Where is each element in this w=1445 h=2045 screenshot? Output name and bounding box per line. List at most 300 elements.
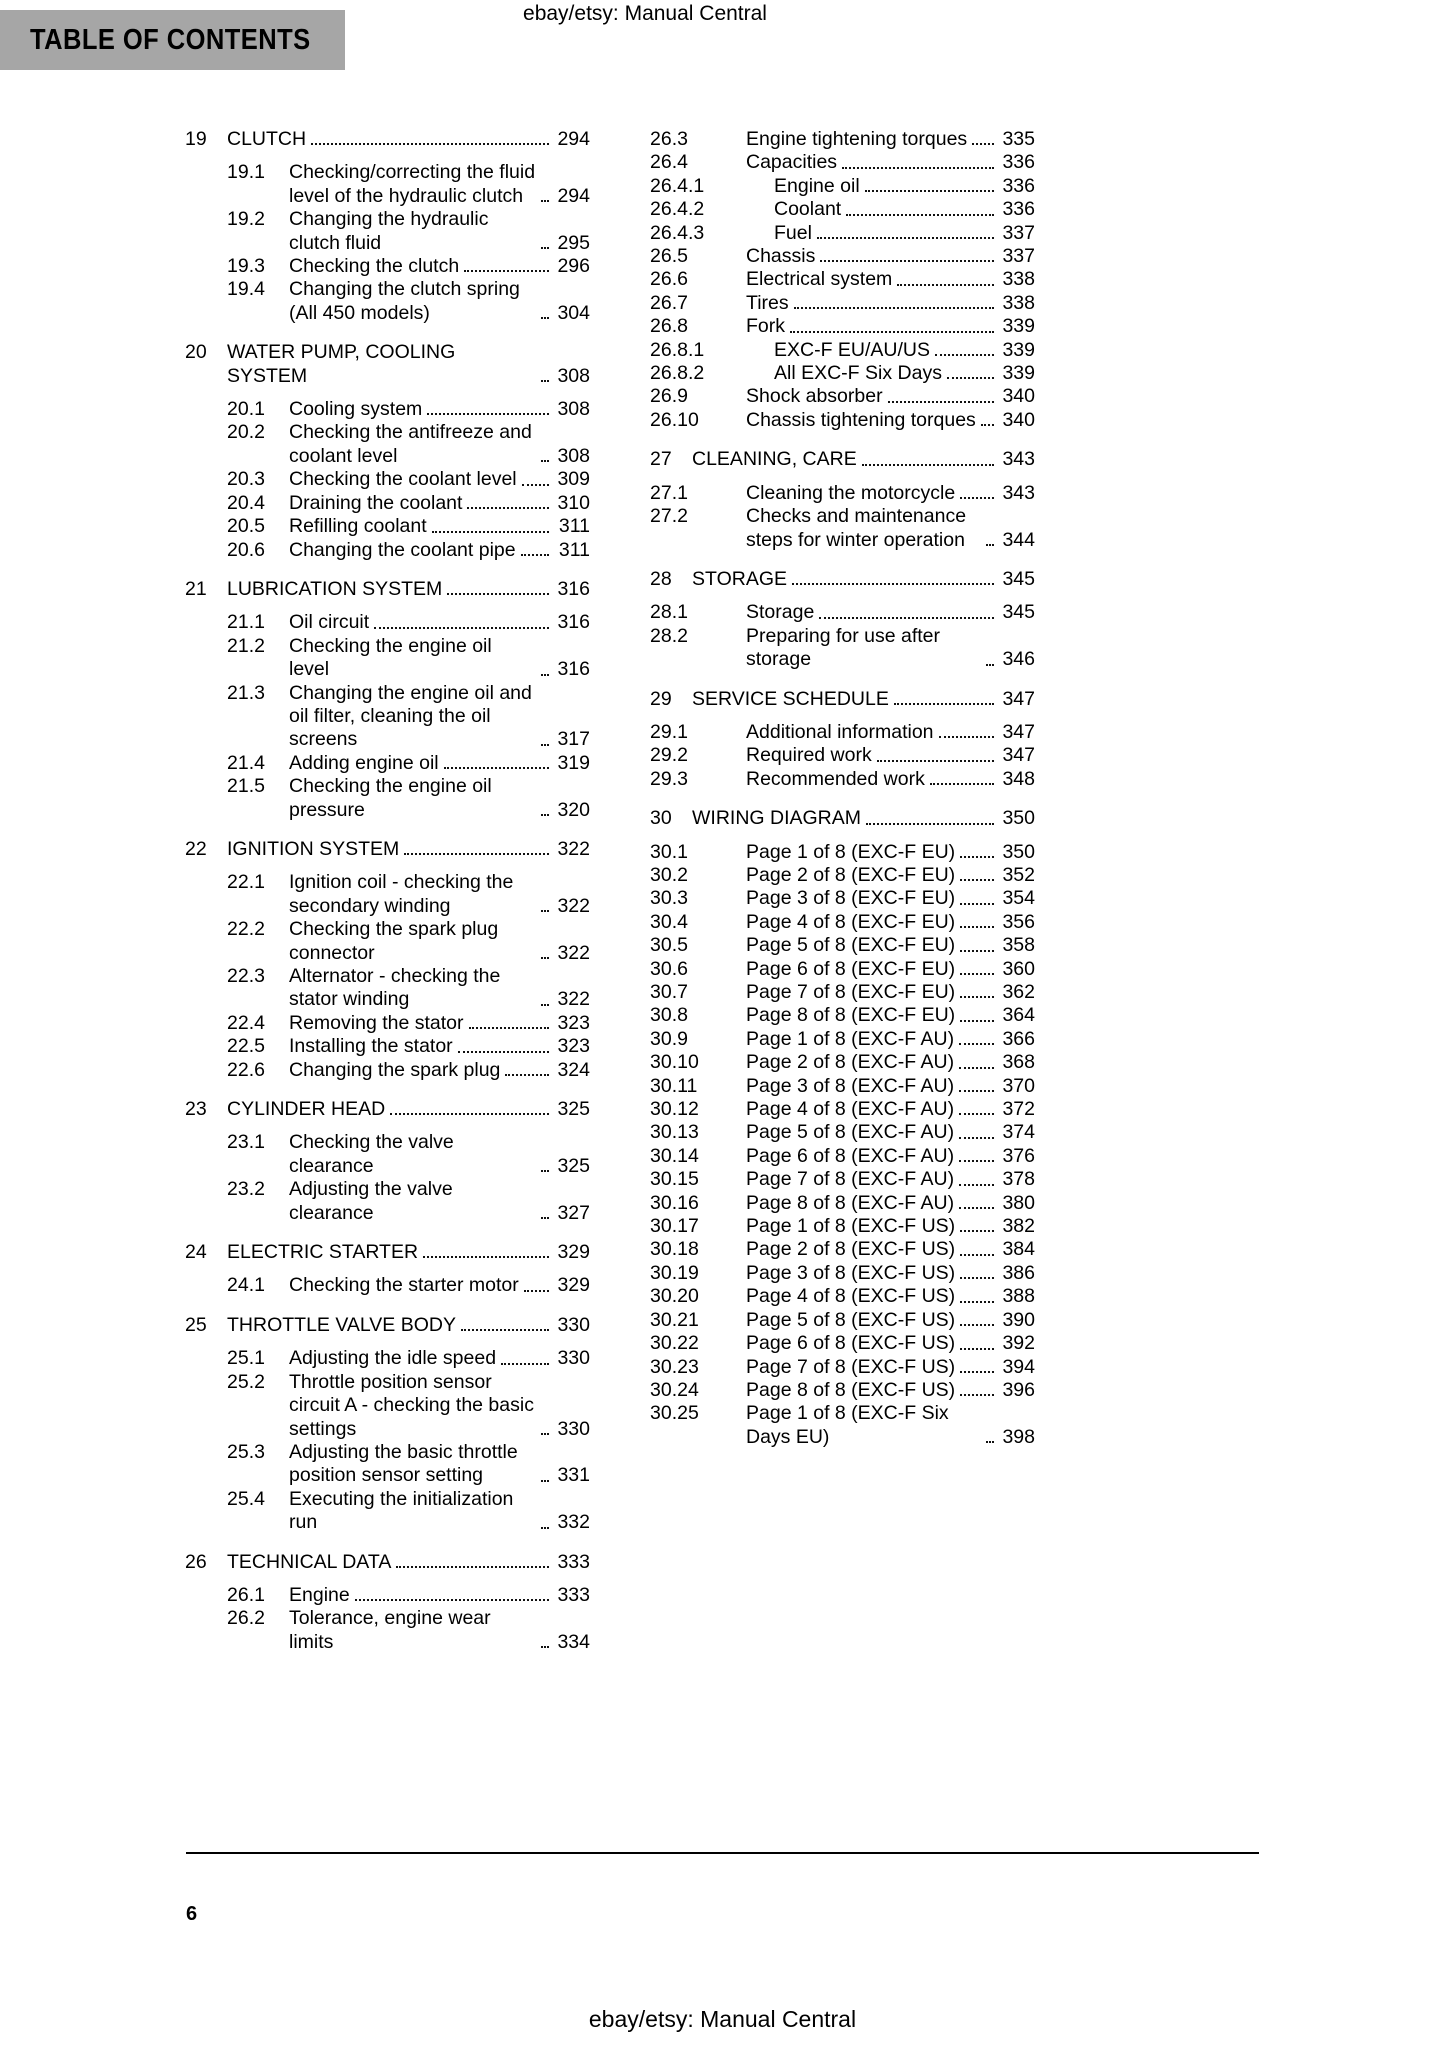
toc-section-entry[interactable]	[185, 1131, 590, 1178]
toc-chapter-entry[interactable]	[650, 688, 1035, 711]
toc-leader-dots	[960, 903, 994, 905]
toc-section-entry[interactable]	[650, 721, 1035, 744]
toc-leader-dots	[960, 879, 994, 881]
page-header-band	[0, 10, 345, 70]
toc-entry-number: 26.10	[650, 408, 699, 431]
toc-entry-number: 30.14	[650, 1144, 699, 1167]
toc-entry-number: 26.4	[650, 151, 688, 174]
toc-entry-body	[227, 1551, 590, 1574]
toc-page-number: 329	[557, 1241, 590, 1264]
toc-entry-number: 25	[185, 1313, 207, 1336]
toc-entry-number: 29.2	[650, 744, 688, 767]
toc-chapter-entry[interactable]	[185, 128, 590, 151]
toc-entry-number: 30.3	[650, 887, 688, 910]
toc-section-entry[interactable]	[650, 1402, 1035, 1449]
toc-page-number: 310	[557, 491, 590, 514]
toc-page-number: 296	[557, 255, 590, 278]
toc-chapter-entry[interactable]	[185, 578, 590, 601]
toc-entry-number: 30.7	[650, 981, 688, 1003]
toc-entry-number: 26.8.2	[650, 362, 705, 385]
toc-leader-dots	[427, 413, 549, 415]
toc-entry-body	[746, 887, 1035, 910]
toc-section-entry[interactable]	[650, 1075, 1035, 1098]
toc-leader-dots	[541, 814, 549, 816]
toc-section-entry[interactable]	[650, 911, 1035, 934]
toc-section-entry[interactable]	[185, 161, 590, 208]
toc-section-entry[interactable]	[650, 958, 1035, 981]
toc-entry-body	[227, 838, 590, 861]
toc-leader-dots	[959, 1137, 994, 1139]
toc-section-entry[interactable]	[185, 278, 590, 325]
toc-section-entry[interactable]	[650, 1051, 1035, 1074]
toc-page-number: 398	[1002, 1425, 1035, 1448]
toc-entry-body	[289, 1059, 590, 1082]
toc-entry-label: Page 4 of 8 (EXC-F AU)	[746, 1098, 955, 1121]
toc-entry-body	[289, 1035, 590, 1058]
toc-entry-body	[746, 385, 1035, 408]
toc-leader-dots	[792, 583, 994, 585]
toc-entry-number: 30.25	[650, 1402, 699, 1425]
toc-section-entry[interactable]	[185, 398, 590, 421]
toc-chapter-entry[interactable]	[185, 1551, 590, 1574]
toc-leader-dots	[930, 783, 994, 785]
toc-entry-body	[746, 721, 1035, 744]
toc-leader-dots	[447, 593, 549, 595]
toc-page-number: 382	[1002, 1215, 1035, 1238]
toc-section-entry[interactable]	[185, 1274, 590, 1297]
toc-section-entry[interactable]	[650, 128, 1035, 151]
toc-page-number: 374	[1002, 1121, 1035, 1144]
toc-section-entry[interactable]	[185, 1347, 590, 1370]
toc-page-number: 319	[557, 751, 590, 774]
toc-leader-dots	[541, 317, 549, 319]
toc-section-entry[interactable]	[185, 1584, 590, 1607]
toc-section-entry[interactable]	[650, 981, 1035, 1004]
toc-entry-label: CLEANING, CARE	[692, 448, 857, 471]
toc-entry-body	[227, 1098, 590, 1121]
toc-entry-body	[289, 515, 590, 538]
toc-section-entry[interactable]	[650, 175, 1035, 198]
toc-leader-dots	[819, 617, 994, 619]
toc-entry-number: 26.7	[650, 291, 688, 314]
toc-entry-label: Page 6 of 8 (EXC-F AU)	[746, 1144, 955, 1167]
toc-leader-dots	[541, 380, 549, 382]
toc-section-entry[interactable]	[650, 1215, 1035, 1238]
toc-entry-body	[746, 911, 1035, 934]
toc-leader-dots	[959, 1207, 994, 1209]
toc-section-entry[interactable]	[185, 871, 590, 918]
toc-entry-number: 20.2	[227, 421, 265, 444]
toc-section-entry[interactable]	[650, 409, 1035, 432]
toc-leader-dots	[541, 674, 549, 676]
toc-entry-body	[746, 362, 1035, 385]
toc-entry-body	[746, 151, 1035, 174]
toc-page-number: 396	[1002, 1378, 1035, 1401]
toc-entry-number: 23	[185, 1098, 207, 1121]
toc-entry-label: Executing the initialization run	[289, 1487, 514, 1534]
toc-section-entry[interactable]	[650, 887, 1035, 910]
toc-page-number: 308	[557, 444, 590, 467]
toc-entry-body	[746, 1121, 1035, 1144]
toc-entry-body	[289, 1131, 590, 1178]
toc-page-number: 320	[557, 798, 590, 821]
toc-page-number: 316	[557, 577, 590, 600]
toc-leader-dots	[842, 167, 994, 169]
toc-entry-label: Page 7 of 8 (EXC-F AU)	[746, 1168, 955, 1191]
toc-section-entry[interactable]	[185, 611, 590, 634]
toc-section-entry[interactable]	[185, 1371, 590, 1441]
toc-section-entry[interactable]	[650, 768, 1035, 791]
toc-section-entry[interactable]	[650, 744, 1035, 767]
toc-entry-number: 24.1	[227, 1274, 265, 1297]
toc-section-entry[interactable]	[185, 421, 590, 468]
toc-section-entry[interactable]	[650, 1309, 1035, 1332]
toc-section-entry[interactable]	[185, 682, 590, 752]
toc-entry-label: Removing the stator	[289, 1011, 464, 1034]
toc-entry-label: Page 4 of 8 (EXC-F EU)	[746, 910, 956, 933]
toc-page-number: 311	[558, 515, 590, 538]
toc-entry-label: All EXC-F Six Days	[774, 362, 942, 385]
toc-section-entry[interactable]	[185, 775, 590, 822]
toc-section-entry[interactable]	[650, 1356, 1035, 1379]
toc-section-entry[interactable]	[185, 208, 590, 255]
toc-leader-dots	[505, 1074, 549, 1076]
toc-section-entry[interactable]	[185, 965, 590, 1012]
toc-column-right	[650, 128, 1035, 1654]
toc-section-entry[interactable]	[650, 198, 1035, 221]
toc-entry-body	[746, 1168, 1035, 1191]
toc-entry-number: 22.2	[227, 918, 265, 941]
toc-entry-body	[289, 775, 590, 822]
toc-page-number: 350	[1002, 840, 1035, 863]
toc-entry-body	[746, 1285, 1035, 1308]
toc-entry-label: Oil circuit	[289, 611, 370, 634]
toc-section-entry[interactable]	[650, 1379, 1035, 1402]
toc-entry-label: Page 1 of 8 (EXC-F Six Days EU)	[746, 1402, 949, 1448]
toc-section-entry[interactable]	[650, 601, 1035, 624]
toc-section-entry[interactable]	[650, 151, 1035, 174]
toc-entry-number: 29	[650, 687, 672, 710]
toc-entry-label: Alternator - checking the stator winding	[289, 965, 501, 1011]
toc-entry-label: Checking the valve clearance	[289, 1131, 454, 1177]
toc-section-entry[interactable]	[185, 918, 590, 965]
toc-entry-label: Page 5 of 8 (EXC-F EU)	[746, 934, 956, 957]
toc-entry-body	[289, 1607, 590, 1654]
toc-page-number: 347	[1002, 720, 1035, 743]
toc-leader-dots	[541, 200, 549, 202]
toc-entry-number: 30.20	[650, 1285, 699, 1308]
toc-entry-label: WIRING DIAGRAM	[692, 807, 861, 830]
toc-chapter-entry[interactable]	[650, 807, 1035, 830]
toc-entry-label: Tires	[746, 291, 789, 314]
toc-leader-dots	[846, 214, 994, 216]
toc-entry-body	[746, 768, 1035, 791]
toc-page-number: 340	[1002, 385, 1035, 408]
toc-section-entry[interactable]	[650, 1168, 1035, 1191]
toc-leader-dots	[541, 744, 549, 746]
toc-entry-label: Checking the engine oil level	[289, 634, 492, 681]
toc-page-number: 336	[1002, 198, 1035, 221]
toc-page-number: 384	[1002, 1238, 1035, 1261]
toc-entry-label: Checking the spark plug connector	[289, 918, 499, 964]
toc-entry-number: 20.4	[227, 491, 265, 514]
toc-entry-label: Fuel	[774, 221, 812, 244]
toc-entry-body	[692, 448, 1035, 471]
toc-section-entry[interactable]	[650, 934, 1035, 957]
toc-section-entry[interactable]	[650, 1028, 1035, 1051]
toc-entry-body	[746, 1051, 1035, 1074]
toc-leader-dots	[541, 1646, 549, 1648]
toc-entry-body	[692, 807, 1035, 830]
toc-leader-dots	[959, 1113, 994, 1115]
toc-entry-body	[746, 222, 1035, 245]
toc-page-number: 333	[557, 1583, 590, 1606]
toc-page-number: 388	[1002, 1285, 1035, 1308]
toc-section-entry[interactable]	[185, 255, 590, 278]
toc-chapter-entry[interactable]	[185, 1314, 590, 1337]
toc-section-entry[interactable]	[185, 1035, 590, 1058]
toc-entry-label: THROTTLE VALVE BODY	[227, 1313, 456, 1336]
toc-entry-number: 25.3	[227, 1440, 265, 1463]
toc-section-entry[interactable]	[650, 1145, 1035, 1168]
toc-page-number: 362	[1002, 981, 1035, 1003]
toc-section-entry[interactable]	[650, 222, 1035, 245]
toc-section-entry[interactable]	[650, 864, 1035, 887]
toc-entry-number: 30.11	[650, 1074, 698, 1097]
toc-entry-number: 30.15	[650, 1168, 699, 1191]
toc-entry-number: 30.6	[650, 957, 688, 980]
toc-page-number: 386	[1002, 1261, 1035, 1284]
toc-entry-number: 26.3	[650, 128, 688, 150]
toc-chapter-entry[interactable]	[185, 838, 590, 861]
toc-section-entry[interactable]	[185, 1441, 590, 1488]
toc-section-entry[interactable]	[185, 1488, 590, 1535]
toc-entry-label: Changing the clutch spring (All 450 models)	[289, 278, 520, 324]
toc-section-entry[interactable]	[185, 1059, 590, 1082]
toc-entry-label: Fork	[746, 315, 785, 338]
toc-entry-label: Page 8 of 8 (EXC-F EU)	[746, 1004, 956, 1027]
toc-leader-dots	[524, 1290, 549, 1292]
toc-leader-dots	[960, 950, 994, 952]
toc-entry-label: Adjusting the valve clearance	[289, 1178, 453, 1224]
toc-entry-body	[746, 198, 1035, 221]
toc-page-number: 308	[557, 398, 590, 421]
toc-leader-dots	[986, 544, 994, 546]
toc-section-entry[interactable]	[650, 1285, 1035, 1308]
toc-section-entry[interactable]	[650, 292, 1035, 315]
toc-chapter-entry[interactable]	[185, 1241, 590, 1264]
toc-section-entry[interactable]	[650, 362, 1035, 385]
toc-chapter-entry[interactable]	[650, 568, 1035, 591]
toc-entry-body	[746, 958, 1035, 981]
toc-section-entry[interactable]	[650, 339, 1035, 362]
toc-leader-dots	[866, 823, 994, 825]
toc-section-entry[interactable]	[185, 492, 590, 515]
toc-leader-dots	[935, 354, 994, 356]
toc-leader-dots	[467, 507, 549, 509]
toc-entry-body	[746, 505, 1035, 552]
toc-section-entry[interactable]	[650, 245, 1035, 268]
toc-entry-label: Preparing for use after storage	[746, 624, 941, 671]
toc-page-number: 337	[1002, 245, 1035, 268]
toc-page-number: 323	[557, 1035, 590, 1058]
toc-page-number: 368	[1002, 1051, 1035, 1074]
toc-entry-label: Additional information	[746, 720, 934, 743]
toc-entry-body	[289, 1488, 590, 1535]
toc-entry-label: STORAGE	[692, 567, 787, 590]
toc-section-entry[interactable]	[185, 1012, 590, 1035]
toc-entry-number: 19	[185, 128, 207, 150]
toc-entry-label: CLUTCH	[227, 128, 307, 150]
toc-entry-body	[289, 1347, 590, 1370]
toc-entry-number: 30.5	[650, 934, 688, 957]
toc-leader-dots	[390, 1113, 549, 1115]
toc-entry-body	[289, 539, 590, 562]
toc-section-entry[interactable]	[650, 841, 1035, 864]
toc-page-number: 324	[557, 1058, 590, 1081]
toc-leader-dots	[423, 1256, 549, 1258]
toc-leader-dots	[862, 464, 994, 466]
toc-leader-dots	[960, 1348, 994, 1350]
toc-entry-body	[289, 965, 590, 1012]
toc-entry-label: IGNITION SYSTEM	[227, 837, 400, 860]
toc-page-number: 345	[1002, 601, 1035, 624]
toc-entry-label: Refilling coolant	[289, 515, 427, 538]
toc-section-entry[interactable]	[650, 315, 1035, 338]
toc-chapter-entry[interactable]	[650, 448, 1035, 471]
toc-section-entry[interactable]	[185, 539, 590, 562]
toc-entry-body	[746, 482, 1035, 505]
toc-leader-dots	[897, 284, 994, 286]
toc-entry-number: 30.18	[650, 1238, 699, 1261]
toc-section-entry[interactable]	[650, 385, 1035, 408]
toc-page-number: 325	[557, 1154, 590, 1177]
toc-section-entry[interactable]	[650, 482, 1035, 505]
toc-page-number: 333	[557, 1550, 590, 1573]
toc-leader-dots	[541, 460, 549, 462]
toc-section-entry[interactable]	[650, 1262, 1035, 1285]
toc-section-entry[interactable]	[650, 1098, 1035, 1121]
toc-entry-label: Page 6 of 8 (EXC-F US)	[746, 1332, 956, 1355]
toc-entry-number: 19.3	[227, 255, 265, 278]
toc-page-number: 331	[557, 1464, 590, 1487]
toc-section-entry[interactable]	[185, 1607, 590, 1654]
toc-page-number: 390	[1002, 1308, 1035, 1331]
toc-entry-body	[289, 398, 590, 421]
toc-entry-number: 21	[185, 577, 207, 600]
toc-page-number: 322	[557, 941, 590, 964]
toc-section-entry[interactable]	[650, 1332, 1035, 1355]
toc-entry-body	[746, 1262, 1035, 1285]
table-of-contents	[185, 128, 1260, 1654]
toc-section-entry[interactable]	[650, 1121, 1035, 1144]
toc-leader-dots	[541, 1527, 549, 1529]
toc-page-number: 378	[1002, 1168, 1035, 1191]
page-number: 6	[186, 1903, 198, 1925]
toc-page-number: 304	[557, 301, 590, 324]
toc-section-entry[interactable]	[185, 635, 590, 682]
toc-page-number: 295	[557, 231, 590, 254]
toc-page-number: 336	[1002, 151, 1035, 174]
toc-section-entry[interactable]	[650, 1238, 1035, 1261]
toc-entry-body	[746, 268, 1035, 291]
toc-section-entry[interactable]	[650, 268, 1035, 291]
toc-entry-label: WATER PUMP, COOLING SYSTEM	[227, 341, 456, 387]
toc-page-number: 343	[1002, 481, 1035, 504]
toc-leader-dots	[522, 484, 549, 486]
toc-page-number: 360	[1002, 957, 1035, 980]
toc-section-entry[interactable]	[185, 752, 590, 775]
toc-entry-label: Page 2 of 8 (EXC-F US)	[746, 1238, 956, 1261]
toc-section-entry[interactable]	[650, 505, 1035, 552]
toc-section-entry[interactable]	[650, 1004, 1035, 1027]
toc-entry-label: SERVICE SCHEDULE	[692, 687, 889, 710]
toc-page-number: 347	[1002, 744, 1035, 767]
toc-page-number: 336	[1002, 174, 1035, 197]
toc-section-entry[interactable]	[185, 1178, 590, 1225]
toc-entry-label: LUBRICATION SYSTEM	[227, 577, 443, 600]
toc-page-number: 316	[557, 658, 590, 681]
toc-column-left	[185, 128, 590, 1654]
toc-entry-label: Electrical system	[746, 268, 893, 291]
toc-entry-label: ELECTRIC STARTER	[227, 1241, 419, 1264]
toc-leader-dots	[820, 260, 994, 262]
toc-leader-dots	[374, 627, 549, 629]
toc-entry-number: 22.1	[227, 871, 265, 894]
toc-leader-dots	[947, 377, 994, 379]
toc-entry-number: 20.6	[227, 538, 265, 561]
toc-chapter-entry[interactable]	[185, 1098, 590, 1121]
toc-entry-body	[746, 1215, 1035, 1238]
toc-page-number: 348	[1002, 767, 1035, 790]
toc-section-entry[interactable]	[650, 1192, 1035, 1215]
toc-page-number: 339	[1002, 315, 1035, 338]
toc-entry-number: 21.2	[227, 634, 265, 657]
page-title: TABLE OF CONTENTS	[30, 24, 311, 56]
toc-section-entry[interactable]	[185, 515, 590, 538]
top-watermark-text: ebay/etsy: Manual Central	[523, 2, 767, 25]
toc-entry-label: Chassis	[746, 245, 816, 268]
toc-entry-body	[746, 1309, 1035, 1332]
toc-entry-body	[746, 128, 1035, 151]
toc-entry-label: Page 1 of 8 (EXC-F EU)	[746, 840, 956, 863]
toc-leader-dots	[959, 1184, 994, 1186]
toc-section-entry[interactable]	[650, 625, 1035, 672]
toc-entry-label: Cooling system	[289, 398, 423, 421]
toc-entry-number: 30.23	[650, 1355, 699, 1378]
toc-entry-body	[289, 278, 590, 325]
toc-leader-dots	[541, 1217, 549, 1219]
toc-page-number: 309	[557, 468, 590, 491]
toc-page-number: 294	[557, 128, 590, 150]
toc-entry-label: Page 7 of 8 (EXC-F US)	[746, 1355, 956, 1378]
toc-leader-dots	[865, 190, 994, 192]
toc-entry-body	[289, 611, 590, 634]
toc-entry-body	[289, 1584, 590, 1607]
toc-leader-dots	[960, 1301, 994, 1303]
toc-page-number: 372	[1002, 1098, 1035, 1121]
toc-chapter-entry[interactable]	[185, 341, 590, 388]
toc-leader-dots	[501, 1363, 549, 1365]
toc-leader-dots	[444, 767, 549, 769]
toc-leader-dots	[458, 1051, 549, 1053]
toc-leader-dots	[877, 760, 994, 762]
toc-entry-label: Storage	[746, 601, 815, 624]
toc-entry-label: Page 3 of 8 (EXC-F EU)	[746, 887, 956, 910]
toc-leader-dots	[960, 1371, 994, 1373]
toc-section-entry[interactable]	[185, 468, 590, 491]
toc-page-number: 338	[1002, 268, 1035, 291]
